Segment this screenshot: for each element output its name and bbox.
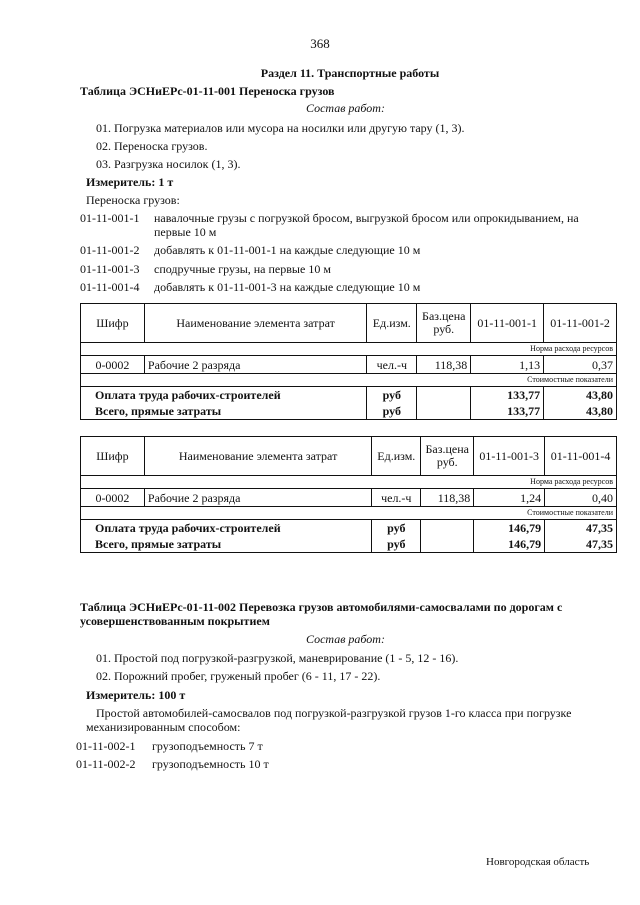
total-value: 47,35 xyxy=(545,536,617,553)
total-value: 43,80 xyxy=(544,387,617,404)
col-header-price: Баз.цена руб. xyxy=(417,304,471,343)
table2-title-cont: усовершенствованным покрытием xyxy=(80,614,270,628)
table1-title: Таблица ЭСНиЕРс-01-11-001 Переноска грузов xyxy=(80,84,335,98)
col-header-price: Баз.цена руб. xyxy=(421,437,474,476)
table-row xyxy=(81,489,617,507)
item-desc: грузоподъемность 10 т xyxy=(152,757,269,771)
table1-meter: Измеритель: 1 т xyxy=(86,175,174,189)
total-row xyxy=(81,536,617,553)
total-value: 133,77 xyxy=(471,403,544,420)
cell-code: 0-0002 xyxy=(81,489,145,507)
item-code: 01-11-002-2 xyxy=(76,757,136,771)
total-label: Оплата труда рабочих-строителей xyxy=(81,520,372,537)
norm-label: Норма расхода ресурсов xyxy=(81,343,617,356)
table2-step-2: 02. Порожний пробег, груженый пробег (6 - 11, 17 - 22). xyxy=(96,669,381,683)
cost-label: Стоимостные показатели xyxy=(81,507,617,520)
col-header-unit: Ед.изм. xyxy=(372,437,421,476)
table2-step-1: 01. Простой под погрузкой-разгрузкой, маневрирование (1 - 5, 12 - 16). xyxy=(96,651,459,665)
col-header-name: Наименование элемента затрат xyxy=(144,437,371,476)
table-row xyxy=(81,356,617,374)
total-label: Оплата труда рабочих-строителей xyxy=(81,387,367,404)
table-header-row xyxy=(81,304,617,343)
total-label: Всего, прямые затраты xyxy=(81,536,372,553)
table2-composition-label: Состав работ: xyxy=(306,632,385,646)
col-header-variant-2: 01-11-001-2 xyxy=(544,304,617,343)
col-header-variant-1: 01-11-001-1 xyxy=(471,304,544,343)
cell-price: 118,38 xyxy=(421,489,474,507)
total-unit: руб xyxy=(367,387,417,404)
table2-title: Таблица ЭСНиЕРс-01-11-002 Перевозка грузов автомобилями-самосвалами по дорогам с xyxy=(80,600,563,614)
table1-intro: Переноска грузов: xyxy=(86,193,180,207)
item-desc: грузоподъемность 7 т xyxy=(152,739,263,753)
col-header-code: Шифр xyxy=(81,437,145,476)
norm-label: Норма расхода ресурсов xyxy=(81,476,617,489)
table1-step-3: 03. Разгрузка носилок (1, 3). xyxy=(96,157,241,171)
item-desc: сподручные грузы, на первые 10 м xyxy=(154,262,331,276)
table1-step-2: 02. Переноска грузов. xyxy=(96,139,208,153)
total-value: 47,35 xyxy=(545,520,617,537)
table2-intro: Простой автомобилей-самосвалов под погрузкой-разгрузкой грузов 1-го класса при погрузке xyxy=(96,706,572,720)
total-unit: руб xyxy=(372,536,421,553)
item-code: 01-11-001-2 xyxy=(80,243,140,257)
table1-step-1: 01. Погрузка материалов или мусора на носилки или другую тару (1, 3). xyxy=(96,121,465,135)
cell-name: Рабочие 2 разряда xyxy=(144,489,371,507)
item-desc: добавлять к 01-11-001-1 на каждые следующие 10 м xyxy=(154,243,421,257)
col-header-variant-4: 01-11-001-4 xyxy=(545,437,617,476)
total-row xyxy=(81,387,617,404)
cell-name: Рабочие 2 разряда xyxy=(144,356,366,374)
total-value: 133,77 xyxy=(471,387,544,404)
table-header-row xyxy=(81,437,617,476)
cell-code: 0-0002 xyxy=(81,356,145,374)
table1-composition-label: Состав работ: xyxy=(306,101,385,115)
col-header-unit: Ед.изм. xyxy=(367,304,417,343)
cell-value: 1,24 xyxy=(474,489,545,507)
item-code: 01-11-001-3 xyxy=(80,262,140,276)
total-value: 43,80 xyxy=(544,403,617,420)
item-code: 01-11-001-1 xyxy=(80,211,140,225)
cell-unit: чел.-ч xyxy=(367,356,417,374)
total-row xyxy=(81,520,617,537)
cost-label: Стоимостные показатели xyxy=(81,374,617,387)
col-header-code: Шифр xyxy=(81,304,145,343)
total-label: Всего, прямые затраты xyxy=(81,403,367,420)
col-header-name: Наименование элемента затрат xyxy=(144,304,366,343)
item-code: 01-11-001-4 xyxy=(80,280,140,294)
cell-unit: чел.-ч xyxy=(372,489,421,507)
total-unit: руб xyxy=(372,520,421,537)
resource-table-b xyxy=(80,436,617,553)
footer-region: Новгородская область xyxy=(486,856,590,868)
cell-value: 1,13 xyxy=(471,356,544,374)
cell-price: 118,38 xyxy=(417,356,471,374)
item-code: 01-11-002-1 xyxy=(76,739,136,753)
section-title: Раздел 11. Транспортные работы xyxy=(260,66,440,80)
cell-value: 0,37 xyxy=(544,356,617,374)
total-value: 146,79 xyxy=(474,520,545,537)
col-header-variant-3: 01-11-001-3 xyxy=(474,437,545,476)
item-desc: добавлять к 01-11-001-3 на каждые следующие 10 м xyxy=(154,280,421,294)
table2-meter: Измеритель: 100 т xyxy=(86,688,186,702)
table2-intro-cont: механизированным способом: xyxy=(86,720,241,734)
total-value: 146,79 xyxy=(474,536,545,553)
cell-value: 0,40 xyxy=(545,489,617,507)
page-number: 368 xyxy=(310,36,330,51)
item-desc-cont: первые 10 м xyxy=(154,225,217,239)
item-desc: навалочные грузы с погрузкой бросом, выгрузкой бросом или опрокидыванием, на xyxy=(154,211,579,225)
resource-table-a xyxy=(80,303,617,420)
total-unit: руб xyxy=(367,403,417,420)
total-row xyxy=(81,403,617,420)
